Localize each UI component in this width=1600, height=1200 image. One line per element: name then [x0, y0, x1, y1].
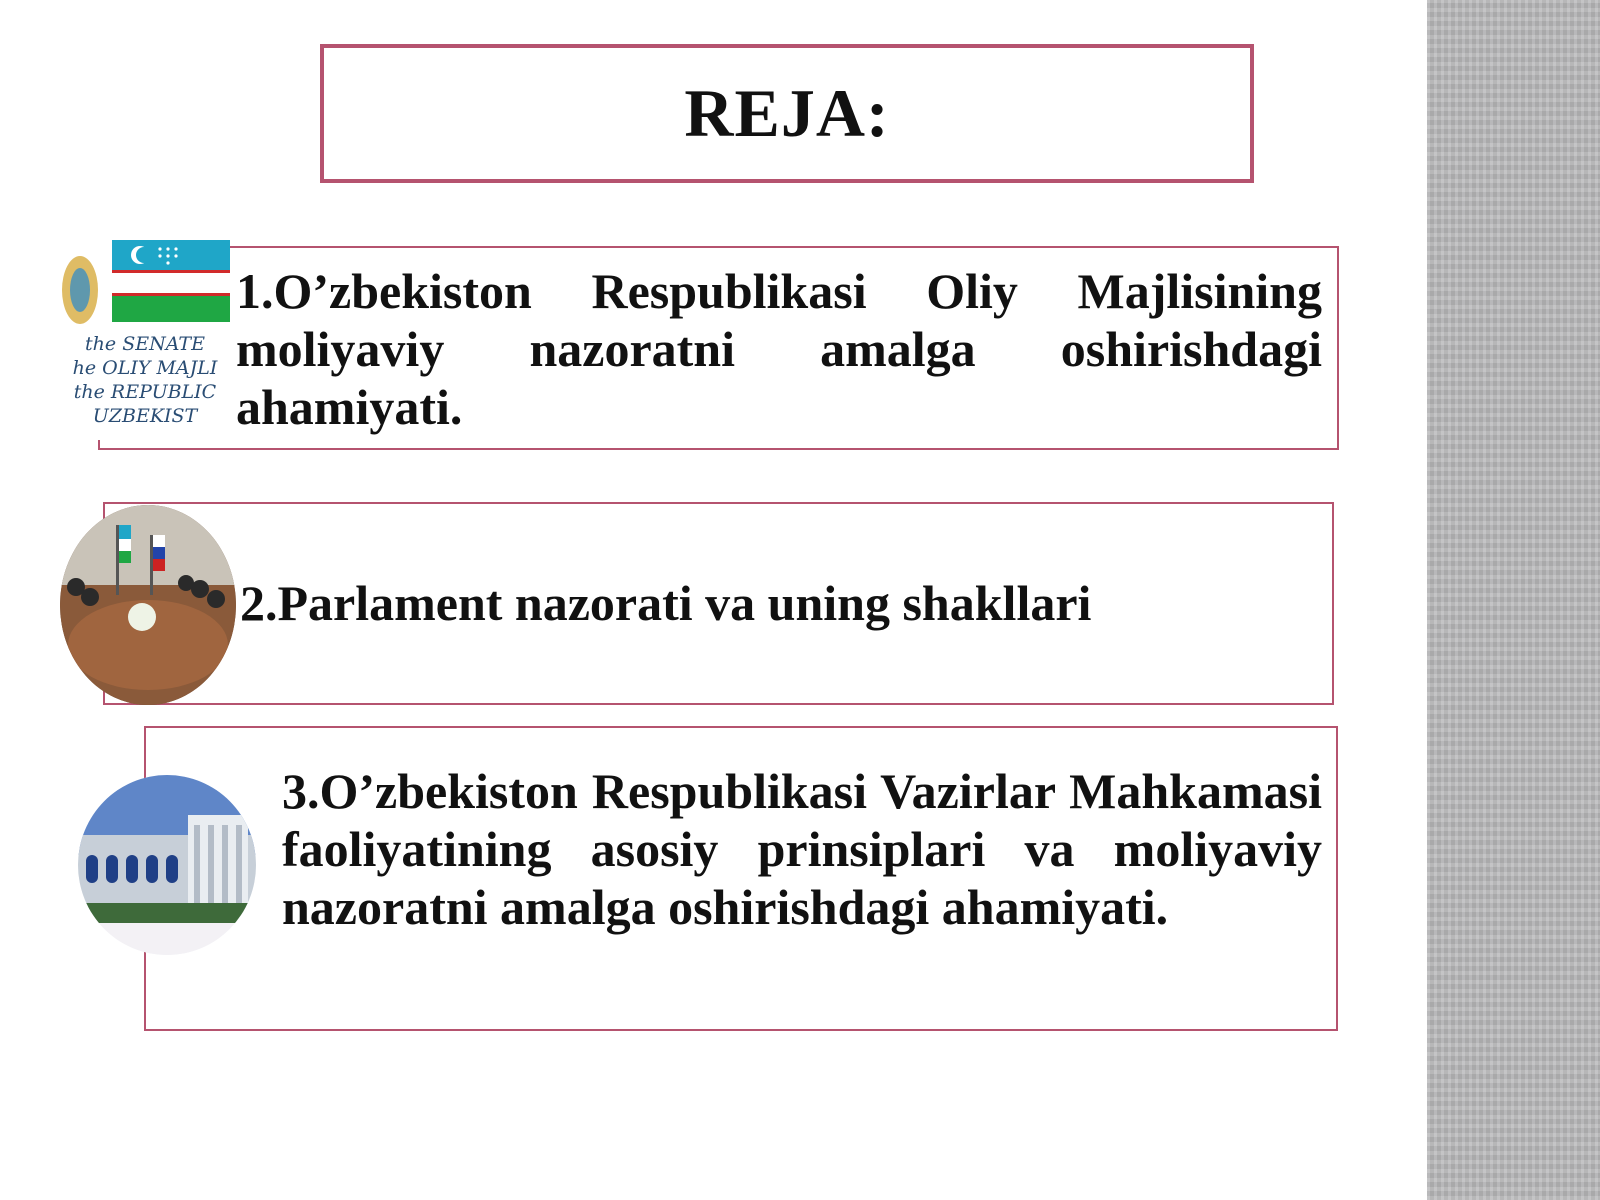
plan-item-1-text: 1.O’zbekiston Respublikasi Oliy Majlisining moliyaviy nazoratni amalga oshirishdagi ahamiyati.: [236, 263, 1322, 435]
meeting-photo-icon: [60, 505, 236, 705]
building-photo-icon: [78, 775, 256, 955]
decorative-side-panel: [1427, 0, 1600, 1200]
title-box: [320, 44, 1254, 183]
government-building-image: [78, 775, 256, 955]
senate-emblem-image: [60, 240, 230, 440]
slide-title: REJA:: [684, 75, 890, 151]
plan-item-2-text: 2.Parlament nazorati va uning shakllari: [240, 575, 1092, 631]
emblem-caption: the SENATE he OLIY MAJLI the REPUBLIC UZBEKIST: [72, 333, 218, 427]
parliament-meeting-image: [60, 505, 236, 705]
plan-item-3-text: 3.O’zbekiston Respublikasi Vazirlar Mahkamasi faoliyatining asosiy prinsiplari va moliyaviy nazoratni amalga oshirishdagi ahamiyati.: [282, 763, 1322, 935]
